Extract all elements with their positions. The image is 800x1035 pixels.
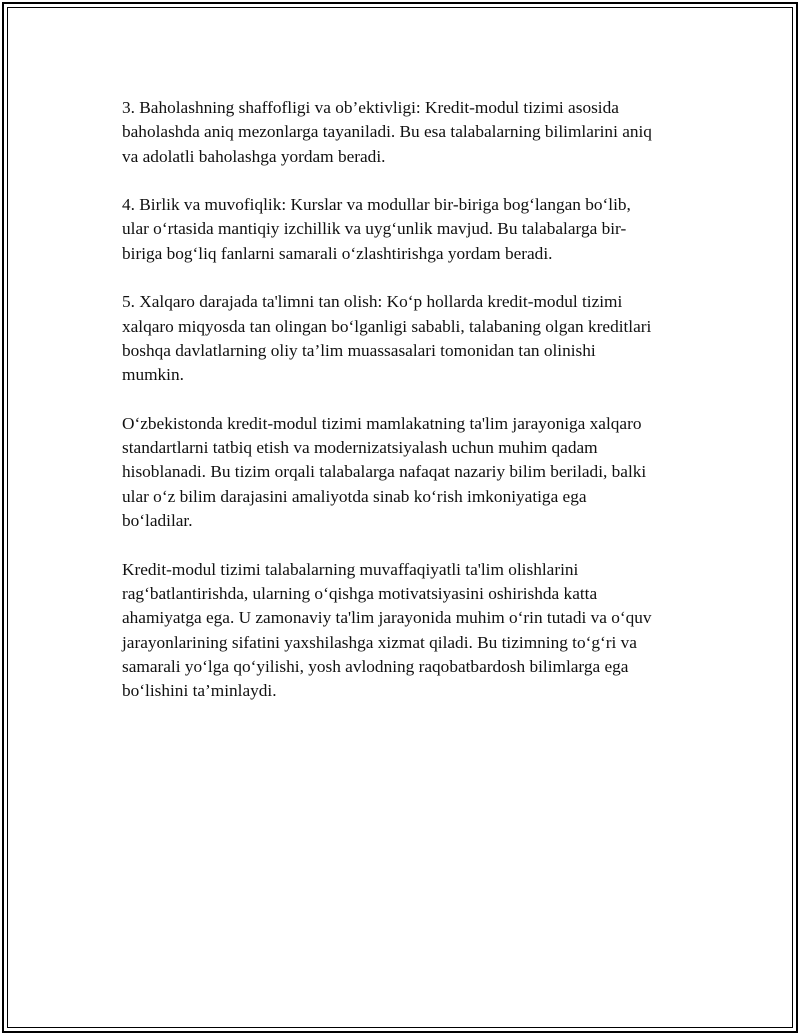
document-body	[122, 96, 702, 728]
paragraph-uzbekistan-credit-system: O‘zbekistonda kredit-modul tizimi mamlakatning ta'lim jarayoniga xalqaro standartlarni tatbiq etish va modernizatsiyalash uchun muhim qadam hisoblanadi. Bu tizim orqali talabalarga nafaqat nazariy bilim beriladi, balki ular o‘z bilim darajasini amaliyotda sinab ko‘rish imkoniyatiga ega bo‘ladilar.	[122, 413, 647, 531]
page-frame	[2, 2, 798, 1033]
paragraph-unity-consistency: 4. Birlik va muvofiqlik: Kurslar va modullar bir-biriga bog‘langan bo‘lib, ular o‘rtasida mantiqiy izchillik va uyg‘unlik mavjud. Bu talabalarga bir- biriga bog‘liq fanlarni samarali o‘zlashtirishga yordam beradi.	[122, 195, 631, 263]
paragraph-conclusion: Kredit-modul tizimi talabalarning muvaffaqiyatli ta'lim olishlarini rag‘batlantirishda, ularning o‘qishga motivatsiyasini oshirishda katta ahamiyatga ega. U zamonaviy ta'lim jarayonida muhim o‘rin tutadi va o‘quv jarayonlarining sifatini yaxshilashga xizmat qiladi. Bu tizimning to‘g‘ri va samarali yo‘lga qo‘yilishi, yosh avlodning raqobatbardosh bilimlarga ega bo‘lishini ta’minlaydi.	[122, 559, 652, 701]
paragraph-international-recognition: 5. Xalqaro darajada ta'limni tan olish: Ko‘p hollarda kredit-modul tizimi xalqaro miqyosda tan olingan bo‘lganligi sababli, talabaning olgan kreditlari boshqa davlatlarning oliy ta’lim muassasalari tomonidan tan olinishi mumkin.	[122, 292, 652, 385]
paragraph-assessment-transparency: 3. Baholashning shaffofligi va ob’ektivligi: Kredit-modul tizimi asosida baholashda aniq mezonlarga tayaniladi. Bu esa talabalarning bilimlarini aniq va adolatli baholashga yordam beradi.	[122, 98, 652, 166]
